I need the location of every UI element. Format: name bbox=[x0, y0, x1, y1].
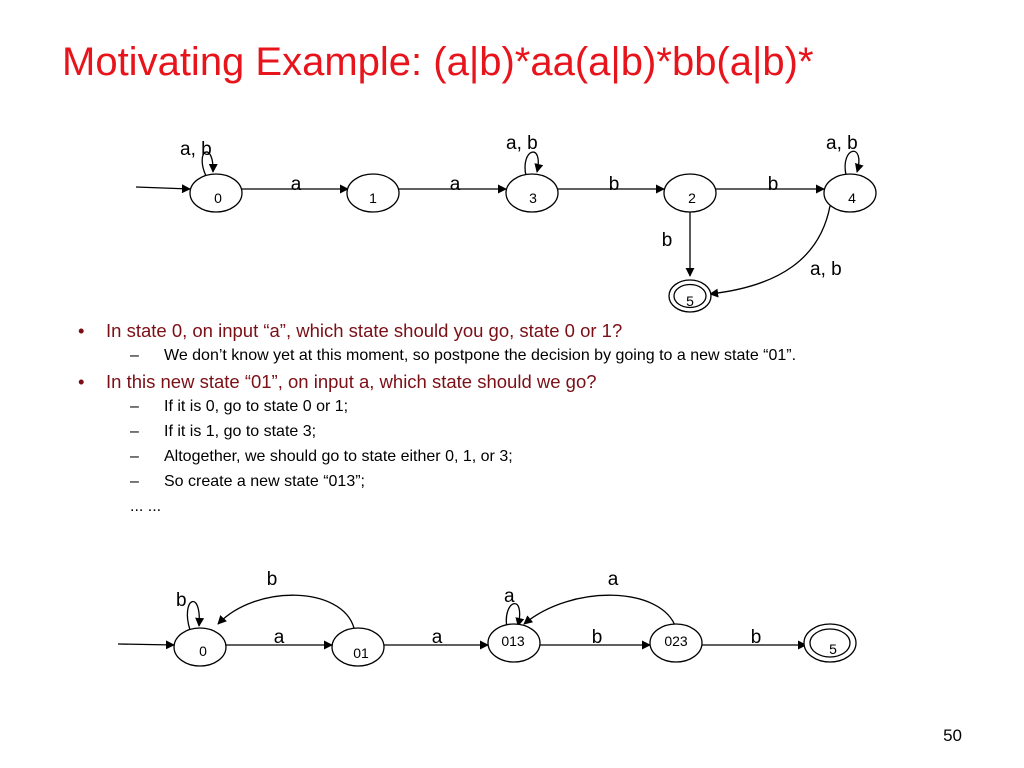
dfa-edge-013-023-label: b bbox=[591, 627, 603, 648]
nfa-loop-3 bbox=[525, 152, 538, 176]
dfa-state-023-label: 023 bbox=[664, 633, 688, 649]
sub-bullet-item bbox=[78, 346, 938, 365]
nfa-start-arrow bbox=[136, 187, 190, 189]
nfa-loop-3-label: a, b bbox=[506, 133, 538, 154]
ellipsis-line: ... ... bbox=[130, 498, 162, 515]
dfa-state-0-label: 0 bbox=[199, 643, 207, 659]
sub-bullet-item bbox=[78, 447, 938, 466]
nfa-state-3-label: 3 bbox=[529, 190, 537, 206]
dash-marker: – bbox=[130, 448, 139, 465]
dfa-state-013-label: 013 bbox=[501, 633, 525, 649]
dfa-state-01-label: 01 bbox=[353, 645, 369, 661]
dfa-edge-01-0 bbox=[218, 595, 354, 628]
dfa-edge-023-5-label: b bbox=[750, 627, 762, 648]
nfa-state-2-label: 2 bbox=[688, 190, 696, 206]
bullet-item bbox=[78, 371, 938, 393]
nfa-edge-4-5 bbox=[710, 206, 830, 294]
sub-bullet-text: If it is 1, go to state 3; bbox=[164, 423, 317, 440]
nfa-edge-1-3-label: a bbox=[449, 174, 461, 195]
dfa-start-arrow bbox=[118, 644, 174, 645]
sub-bullet-item bbox=[78, 422, 938, 441]
bullet-item bbox=[78, 320, 938, 342]
nfa-edge-0-1-label: a bbox=[290, 174, 302, 195]
dash-marker: – bbox=[130, 473, 139, 490]
dfa-loop-013-label: a bbox=[504, 586, 515, 607]
nfa-edge-2-4-label: b bbox=[767, 174, 779, 195]
sub-bullet-text: Altogether, we should go to state either 0, 1, or 3; bbox=[164, 448, 513, 465]
nfa-state-1-label: 1 bbox=[369, 190, 377, 206]
nfa-edge-4-5-label: a, b bbox=[810, 259, 842, 280]
page-number: 50 bbox=[943, 726, 962, 745]
bullet-marker: • bbox=[78, 371, 85, 392]
nfa-edge-2-5-label: b bbox=[661, 230, 673, 251]
dfa-loop-0 bbox=[187, 601, 199, 630]
sub-bullet-item bbox=[78, 472, 938, 491]
dfa-edge-023-013-label: a bbox=[607, 569, 619, 590]
nfa-state-4-label: 4 bbox=[848, 190, 856, 206]
nfa-loop-4-label: a, b bbox=[826, 133, 858, 154]
sub-bullet-item bbox=[78, 397, 938, 416]
bullet-list bbox=[78, 320, 938, 522]
bullet-marker: • bbox=[78, 320, 85, 341]
bullet-text: In this new state “01”, on input a, which state should we go? bbox=[106, 371, 597, 392]
dfa-state-5-label: 5 bbox=[829, 641, 837, 657]
dfa-diagram bbox=[118, 569, 856, 666]
nfa-loop-4 bbox=[845, 151, 859, 175]
nfa-diagram bbox=[136, 133, 876, 312]
bullet-text: In state 0, on input “a”, which state should you go, state 0 or 1? bbox=[106, 320, 623, 341]
nfa-edge-3-2-label: b bbox=[608, 174, 620, 195]
nfa-loop-0-label: a, b bbox=[180, 139, 212, 160]
dfa-edge-0-01-label: a bbox=[273, 627, 285, 648]
dfa-edge-01-0-label: b bbox=[266, 569, 278, 590]
dash-marker: – bbox=[130, 398, 139, 415]
nfa-state-0-label: 0 bbox=[214, 190, 222, 206]
dfa-edge-01-013-label: a bbox=[431, 627, 443, 648]
sub-bullet-text: So create a new state “013”; bbox=[164, 473, 365, 490]
dfa-edge-023-013 bbox=[524, 595, 676, 628]
dfa-loop-0-label: b bbox=[176, 590, 187, 611]
dash-marker: – bbox=[130, 347, 139, 364]
slide-title: Motivating Example: (a|b)*aa(a|b)*bb(a|b)* bbox=[62, 40, 814, 84]
sub-bullet-text: If it is 0, go to state 0 or 1; bbox=[164, 398, 349, 415]
nfa-state-5-label: 5 bbox=[686, 293, 694, 309]
dash-marker: – bbox=[130, 423, 139, 440]
sub-bullet-text: We don’t know yet at this moment, so postpone the decision by going to a new state “01”. bbox=[164, 347, 797, 364]
